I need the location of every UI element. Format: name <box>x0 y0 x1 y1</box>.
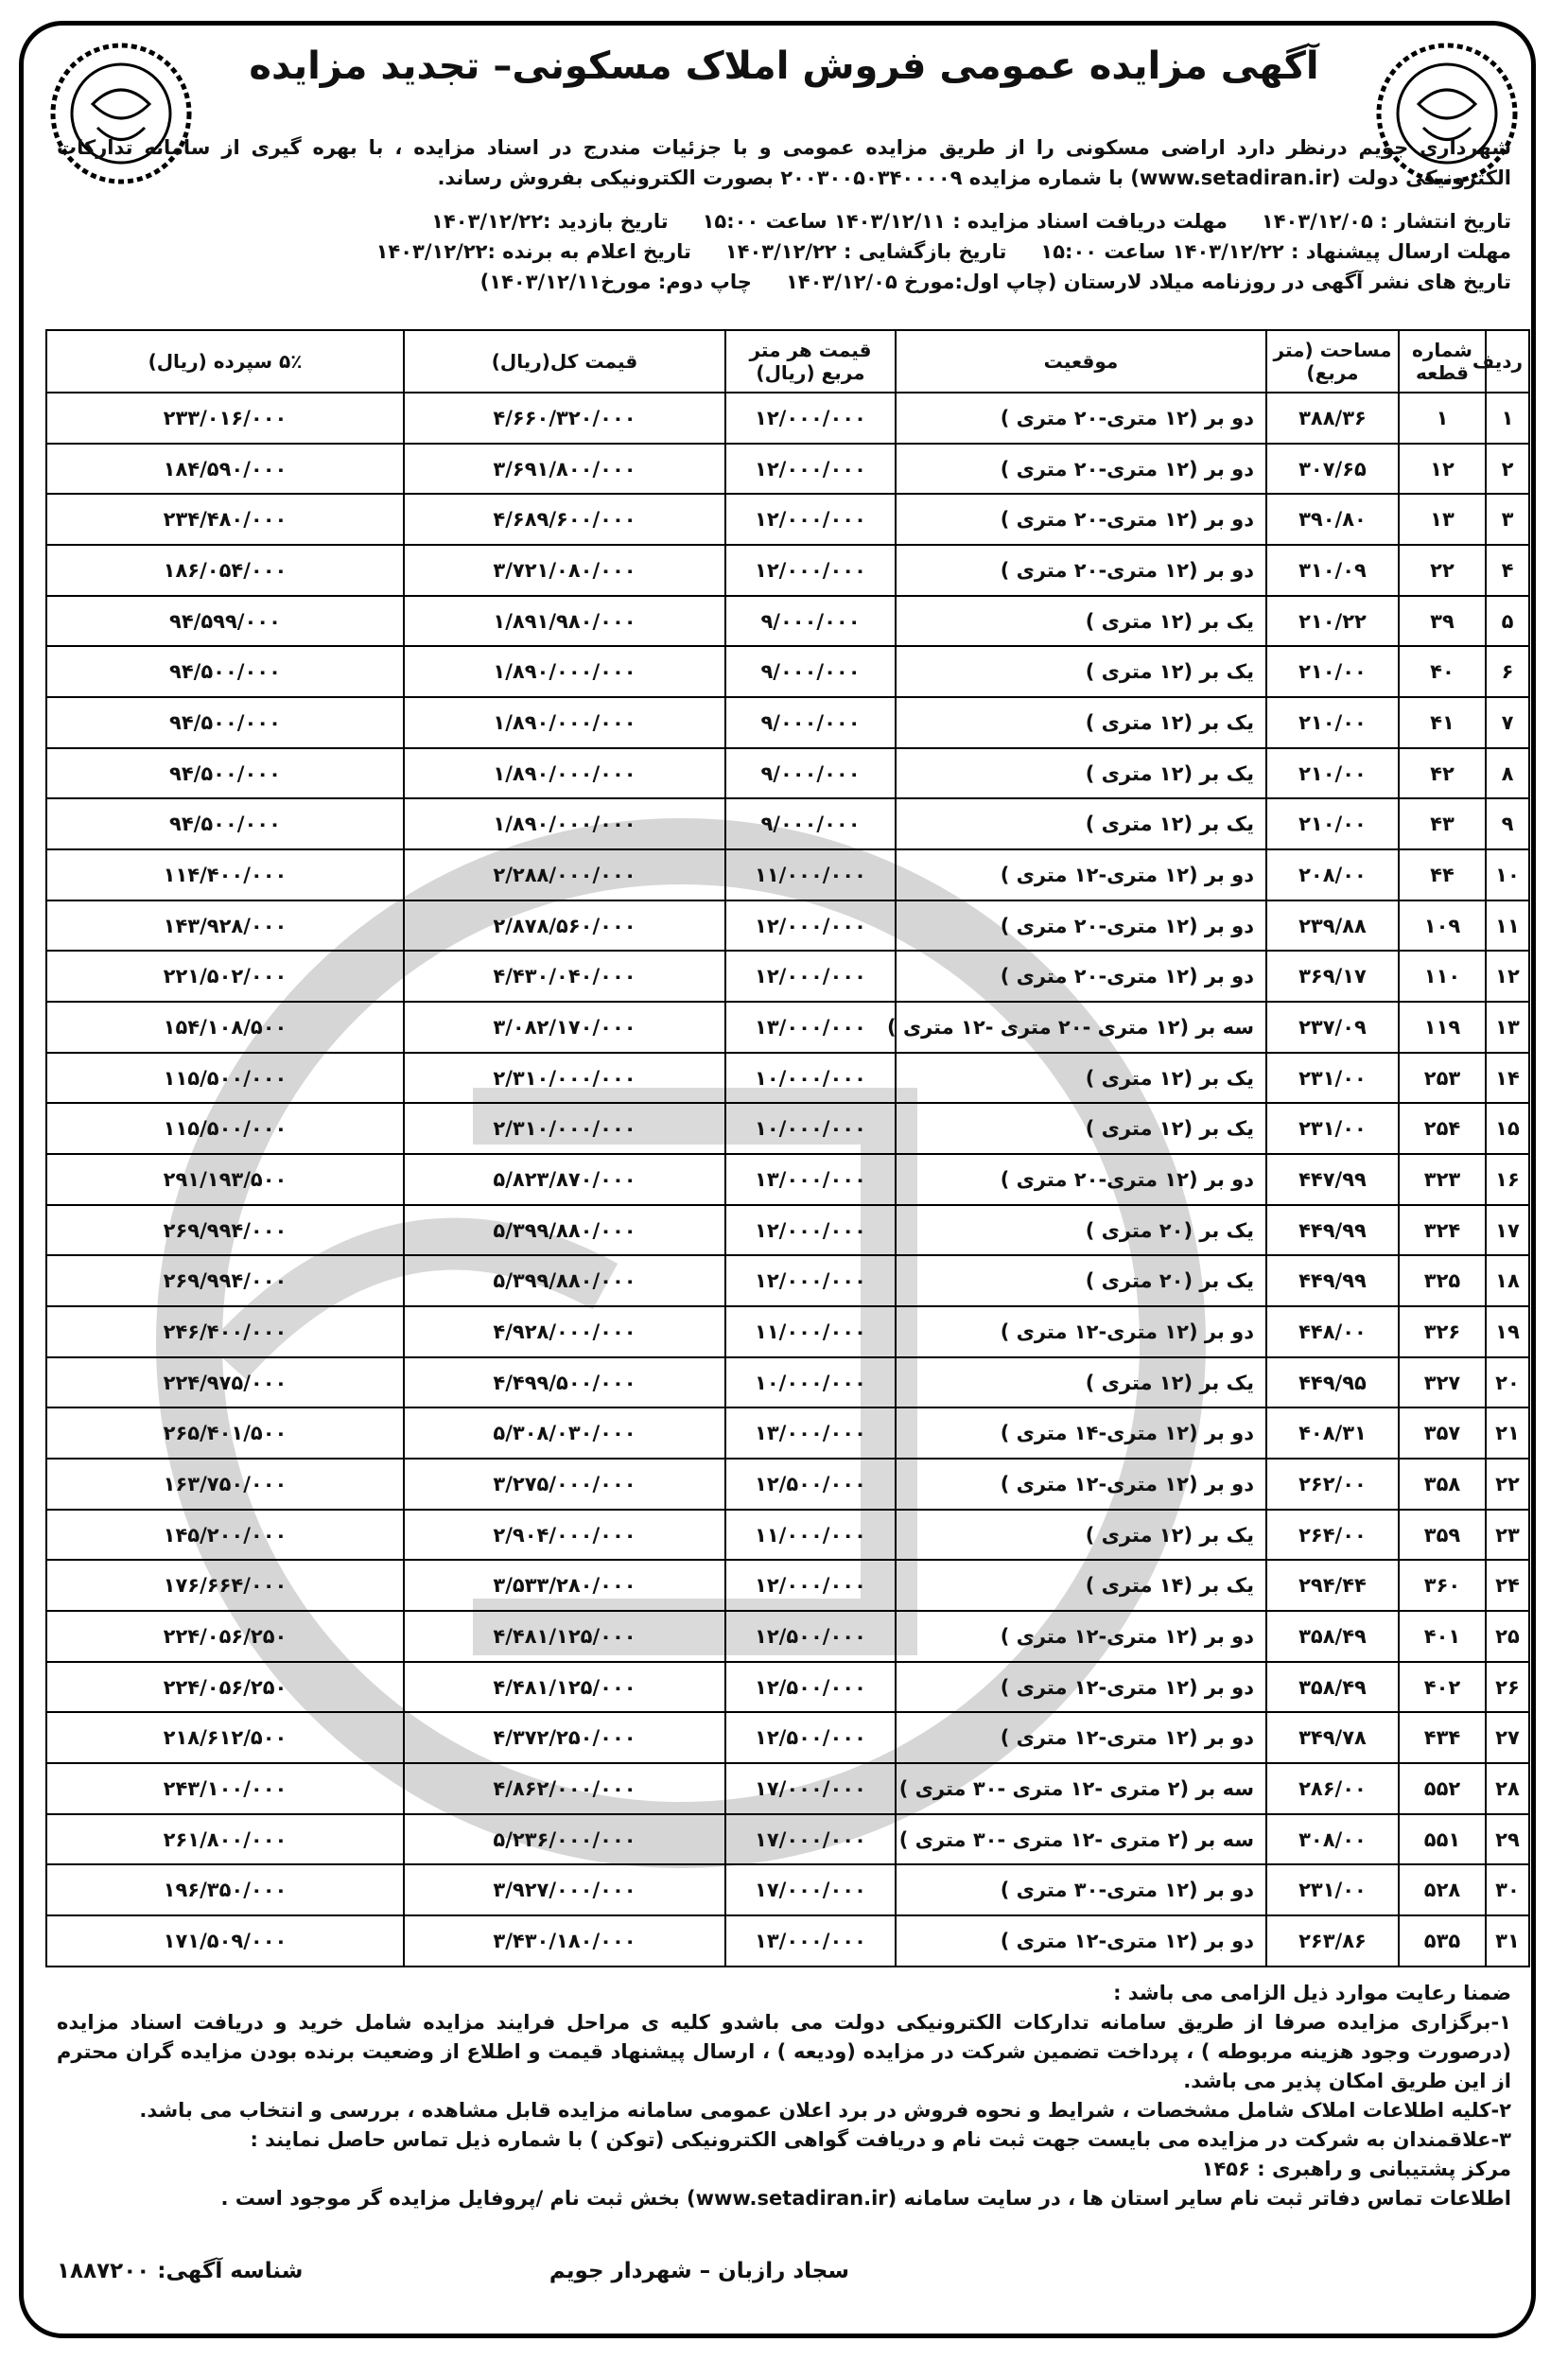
note-2: ۲-کلیه اطلاعات املاک شامل مشخصات ، شرایط و نحوه فروش در برد اعلان عمومی سامانه مزایده قابل مشاهده ، بررسی و انتخاب می باشد. <box>139 2099 1511 2122</box>
cell-row-number: ۳ <box>1486 494 1529 545</box>
winner-announce-date: تاریخ اعلام به برنده :۱۴۰۳/۱۲/۲۲ <box>375 240 691 263</box>
cell-row-number: ۱۰ <box>1486 849 1529 900</box>
ad-id: شناسه آگهی: ۱۸۸۷۲۰۰ <box>57 2259 304 2283</box>
table-row <box>46 1459 1529 1510</box>
cell-total-price: ۱/۸۹۰/۰۰۰/۰۰۰ <box>404 798 725 849</box>
publish-date: تاریخ انتشار : ۱۴۰۳/۱۲/۰۵ <box>1261 210 1511 233</box>
cell-plot-number: ۴۱ <box>1399 697 1486 748</box>
table-header-row <box>46 330 1529 393</box>
cell-price-per-meter: ۱۰/۰۰۰/۰۰۰ <box>725 1053 896 1104</box>
cell-deposit: ۲۱۸/۶۱۲/۵۰۰ <box>46 1712 404 1763</box>
table-row <box>46 697 1529 748</box>
cell-area: ۴۴۸/۰۰ <box>1266 1306 1399 1357</box>
cell-price-per-meter: ۹/۰۰۰/۰۰۰ <box>725 697 896 748</box>
cell-total-price: ۲/۳۱۰/۰۰۰/۰۰۰ <box>404 1053 725 1104</box>
cell-plot-number: ۳۲۳ <box>1399 1154 1486 1205</box>
cell-price-per-meter: ۹/۰۰۰/۰۰۰ <box>725 646 896 697</box>
cell-price-per-meter: ۱۲/۰۰۰/۰۰۰ <box>725 951 896 1002</box>
cell-price-per-meter: ۱۲/۰۰۰/۰۰۰ <box>725 494 896 545</box>
cell-plot-number: ۳۵۹ <box>1399 1510 1486 1561</box>
note-3: ۳-علاقمندان به شرکت در مزایده می بایست جهت ثبت نام و دریافت گواهی الکترونیکی (توکن ) با شماره ذیل تماس حاصل نمایند : <box>250 2128 1511 2151</box>
cell-location: دو بر (۱۲ متری-۳۰ متری ) <box>896 1864 1266 1915</box>
visit-date: تاریخ بازدید :۱۴۰۳/۱۲/۲۲ <box>431 210 669 233</box>
cell-plot-number: ۴۰۲ <box>1399 1662 1486 1713</box>
cell-total-price: ۱/۸۹۰/۰۰۰/۰۰۰ <box>404 748 725 799</box>
cell-row-number: ۱۴ <box>1486 1053 1529 1104</box>
cell-total-price: ۴/۹۲۸/۰۰۰/۰۰۰ <box>404 1306 725 1357</box>
cell-price-per-meter: ۹/۰۰۰/۰۰۰ <box>725 798 896 849</box>
table-row <box>46 1357 1529 1408</box>
header-plot-number: شماره قطعه <box>1399 330 1486 393</box>
cell-total-price: ۱/۸۹۱/۹۸۰/۰۰۰ <box>404 596 725 647</box>
cell-deposit: ۲۲۴/۰۵۶/۲۵۰ <box>46 1662 404 1713</box>
header-location: موقعیت <box>896 330 1266 393</box>
table-row <box>46 393 1529 444</box>
cell-deposit: ۱۴۳/۹۲۸/۰۰۰ <box>46 900 404 952</box>
cell-price-per-meter: ۹/۰۰۰/۰۰۰ <box>725 596 896 647</box>
cell-total-price: ۴/۸۶۲/۰۰۰/۰۰۰ <box>404 1763 725 1814</box>
cell-price-per-meter: ۱۲/۰۰۰/۰۰۰ <box>725 1560 896 1611</box>
cell-row-number: ۱۲ <box>1486 951 1529 1002</box>
newspaper-second-print: چاپ دوم: مورخ۱۴۰۳/۱۲/۱۱) <box>479 271 752 293</box>
table-row <box>46 545 1529 596</box>
offer-deadline: مهلت ارسال پیشنهاد : ۱۴۰۳/۱۲/۲۲ ساعت ۱۵:۰۰ <box>1040 240 1511 263</box>
cell-location: دو بر (۱۲ متری-۲۰ متری ) <box>896 444 1266 495</box>
cell-row-number: ۲۴ <box>1486 1560 1529 1611</box>
cell-area: ۲۱۰/۰۰ <box>1266 748 1399 799</box>
cell-plot-number: ۳۹ <box>1399 596 1486 647</box>
table-row <box>46 1002 1529 1053</box>
table-row <box>46 798 1529 849</box>
cell-location: دو بر (۱۲ متری-۲۰ متری ) <box>896 494 1266 545</box>
dates-row-3 <box>57 267 1511 297</box>
cell-plot-number: ۴۴ <box>1399 849 1486 900</box>
cell-location: یک بر (۲۰ متری ) <box>896 1255 1266 1306</box>
cell-row-number: ۱۵ <box>1486 1103 1529 1154</box>
table-row <box>46 1560 1529 1611</box>
cell-area: ۲۳۷/۰۹ <box>1266 1002 1399 1053</box>
cell-price-per-meter: ۱۲/۰۰۰/۰۰۰ <box>725 393 896 444</box>
cell-deposit: ۲۲۴/۹۷۵/۰۰۰ <box>46 1357 404 1408</box>
cell-row-number: ۷ <box>1486 697 1529 748</box>
cell-total-price: ۵/۸۲۳/۸۷۰/۰۰۰ <box>404 1154 725 1205</box>
cell-price-per-meter: ۱۲/۵۰۰/۰۰۰ <box>725 1611 896 1662</box>
cell-total-price: ۵/۳۰۸/۰۳۰/۰۰۰ <box>404 1407 725 1459</box>
table-row <box>46 1510 1529 1561</box>
cell-area: ۳۱۰/۰۹ <box>1266 545 1399 596</box>
cell-price-per-meter: ۱۱/۰۰۰/۰۰۰ <box>725 1306 896 1357</box>
cell-deposit: ۲۳۳/۰۱۶/۰۰۰ <box>46 393 404 444</box>
cell-deposit: ۲۶۱/۸۰۰/۰۰۰ <box>46 1814 404 1865</box>
table-body <box>46 393 1529 1967</box>
dates-row-1 <box>57 206 1511 236</box>
cell-row-number: ۱۳ <box>1486 1002 1529 1053</box>
cell-plot-number: ۳۵۸ <box>1399 1459 1486 1510</box>
cell-total-price: ۱/۸۹۰/۰۰۰/۰۰۰ <box>404 697 725 748</box>
cell-plot-number: ۳۵۷ <box>1399 1407 1486 1459</box>
cell-deposit: ۹۴/۵۹۹/۰۰۰ <box>46 596 404 647</box>
cell-total-price: ۵/۳۹۹/۸۸۰/۰۰۰ <box>404 1205 725 1256</box>
cell-area: ۲۰۸/۰۰ <box>1266 849 1399 900</box>
cell-row-number: ۲۲ <box>1486 1459 1529 1510</box>
cell-location: یک بر (۱۲ متری ) <box>896 1510 1266 1561</box>
header-area: مساحت (متر مربع) <box>1266 330 1399 393</box>
cell-area: ۲۱۰/۰۰ <box>1266 697 1399 748</box>
table-row <box>46 1611 1529 1662</box>
table-row <box>46 1662 1529 1713</box>
cell-total-price: ۴/۳۷۲/۲۵۰/۰۰۰ <box>404 1712 725 1763</box>
cell-total-price: ۴/۴۸۱/۱۲۵/۰۰۰ <box>404 1611 725 1662</box>
cell-total-price: ۳/۶۹۱/۸۰۰/۰۰۰ <box>404 444 725 495</box>
cell-price-per-meter: ۱۳/۰۰۰/۰۰۰ <box>725 1915 896 1967</box>
cell-location: یک بر (۱۲ متری ) <box>896 1357 1266 1408</box>
cell-price-per-meter: ۱۲/۰۰۰/۰۰۰ <box>725 444 896 495</box>
cell-plot-number: ۴۳۴ <box>1399 1712 1486 1763</box>
table-row <box>46 1864 1529 1915</box>
cell-row-number: ۲۱ <box>1486 1407 1529 1459</box>
cell-location: یک بر (۱۲ متری ) <box>896 748 1266 799</box>
cell-area: ۲۳۱/۰۰ <box>1266 1053 1399 1104</box>
cell-area: ۲۹۴/۴۴ <box>1266 1560 1399 1611</box>
cell-total-price: ۲/۳۱۰/۰۰۰/۰۰۰ <box>404 1103 725 1154</box>
newspaper-first-print: تاریخ های نشر آگهی در روزنامه میلاد لارستان (چاپ اول:مورخ ۱۴۰۳/۱۲/۰۵ <box>785 271 1511 293</box>
cell-location: دو بر (۱۲ متری-۱۲ متری ) <box>896 1662 1266 1713</box>
cell-plot-number: ۱ <box>1399 393 1486 444</box>
cell-plot-number: ۵۲۸ <box>1399 1864 1486 1915</box>
table-row <box>46 1407 1529 1459</box>
cell-total-price: ۴/۴۹۹/۵۰۰/۰۰۰ <box>404 1357 725 1408</box>
cell-total-price: ۲/۸۷۸/۵۶۰/۰۰۰ <box>404 900 725 952</box>
cell-total-price: ۳/۰۸۲/۱۷۰/۰۰۰ <box>404 1002 725 1053</box>
cell-location: دو بر (۱۲ متری-۲۰ متری ) <box>896 545 1266 596</box>
cell-price-per-meter: ۱۱/۰۰۰/۰۰۰ <box>725 849 896 900</box>
cell-total-price: ۱/۸۹۰/۰۰۰/۰۰۰ <box>404 646 725 697</box>
cell-location: یک بر (۲۰ متری ) <box>896 1205 1266 1256</box>
cell-price-per-meter: ۱۳/۰۰۰/۰۰۰ <box>725 1154 896 1205</box>
cell-deposit: ۲۴۳/۱۰۰/۰۰۰ <box>46 1763 404 1814</box>
cell-deposit: ۱۷۶/۶۶۴/۰۰۰ <box>46 1560 404 1611</box>
cell-deposit: ۱۸۶/۰۵۴/۰۰۰ <box>46 545 404 596</box>
cell-total-price: ۳/۵۳۳/۲۸۰/۰۰۰ <box>404 1560 725 1611</box>
cell-price-per-meter: ۱۰/۰۰۰/۰۰۰ <box>725 1103 896 1154</box>
cell-deposit: ۹۴/۵۰۰/۰۰۰ <box>46 646 404 697</box>
cell-location: دو بر (۱۲ متری-۱۲ متری ) <box>896 849 1266 900</box>
cell-location: دو بر (۱۲ متری-۲۰ متری ) <box>896 393 1266 444</box>
cell-total-price: ۴/۴۸۱/۱۲۵/۰۰۰ <box>404 1662 725 1713</box>
cell-price-per-meter: ۱۲/۵۰۰/۰۰۰ <box>725 1662 896 1713</box>
cell-deposit: ۹۴/۵۰۰/۰۰۰ <box>46 697 404 748</box>
notes-intro: ضمنا رعایت موارد ذیل الزامی می باشد : <box>1113 1982 1511 2004</box>
cell-location: دو بر (۱۲ متری-۱۲ متری ) <box>896 1712 1266 1763</box>
cell-total-price: ۵/۲۳۶/۰۰۰/۰۰۰ <box>404 1814 725 1865</box>
cell-price-per-meter: ۹/۰۰۰/۰۰۰ <box>725 748 896 799</box>
cell-plot-number: ۲۲ <box>1399 545 1486 596</box>
cell-plot-number: ۴۲ <box>1399 748 1486 799</box>
cell-location: یک بر (۱۲ متری ) <box>896 697 1266 748</box>
table-row <box>46 646 1529 697</box>
cell-area: ۳۹۰/۸۰ <box>1266 494 1399 545</box>
table-row <box>46 1712 1529 1763</box>
cell-price-per-meter: ۱۷/۰۰۰/۰۰۰ <box>725 1814 896 1865</box>
cell-area: ۲۶۲/۰۰ <box>1266 1459 1399 1510</box>
header-price-per-meter: قیمت هر متر مربع (ریال) <box>725 330 896 393</box>
cell-total-price: ۳/۷۲۱/۰۸۰/۰۰۰ <box>404 545 725 596</box>
cell-plot-number: ۵۵۱ <box>1399 1814 1486 1865</box>
cell-location: سه بر (۱۲ متری -۲۰ متری -۱۲ متری ) <box>896 1002 1266 1053</box>
cell-total-price: ۲/۹۰۴/۰۰۰/۰۰۰ <box>404 1510 725 1561</box>
cell-row-number: ۱۱ <box>1486 900 1529 952</box>
cell-plot-number: ۳۲۴ <box>1399 1205 1486 1256</box>
cell-location: سه بر (۲ متری -۱۲ متری -۳۰ متری ) <box>896 1763 1266 1814</box>
cell-location: یک بر (۱۲ متری ) <box>896 798 1266 849</box>
note-1: ۱-برگزاری مزایده صرفا از طریق سامانه تدارکات الکترونیکی دولت می باشدو کلیه ی مراحل فرایند مزایده شامل خرید و دریافت اسناد مزایده (درصورت وجود هزینه مربوطه ) ، پرداخت تضمین شرکت در مزایده (ودیعه ) ، ارسال پیشنهاد قیمت و اطلاع از وضعیت برنده بودن مزایده گران محترم از این طریق امکان پذیر می باشد. <box>57 2011 1511 2092</box>
table-row <box>46 1915 1529 1967</box>
cell-deposit: ۲۴۶/۴۰۰/۰۰۰ <box>46 1306 404 1357</box>
cell-plot-number: ۳۲۷ <box>1399 1357 1486 1408</box>
table-row <box>46 494 1529 545</box>
cell-row-number: ۱۶ <box>1486 1154 1529 1205</box>
cell-row-number: ۹ <box>1486 798 1529 849</box>
page-title: آگهی مزایده عمومی فروش املاک مسکونی– تجدید مزایده <box>249 44 1319 88</box>
auction-table <box>45 329 1530 1967</box>
cell-price-per-meter: ۱۱/۰۰۰/۰۰۰ <box>725 1510 896 1561</box>
registration-info: اطلاعات تماس دفاتر ثبت نام سایر استان ها ، در سایت سامانه (www.setadiran.ir) بخش ثبت نام /پروفایل مزایده گر موجود است . <box>220 2187 1511 2210</box>
cell-plot-number: ۳۲۶ <box>1399 1306 1486 1357</box>
cell-area: ۴۰۸/۳۱ <box>1266 1407 1399 1459</box>
cell-deposit: ۲۳۴/۴۸۰/۰۰۰ <box>46 494 404 545</box>
cell-deposit: ۲۹۱/۱۹۳/۵۰۰ <box>46 1154 404 1205</box>
cell-area: ۴۴۹/۹۵ <box>1266 1357 1399 1408</box>
cell-area: ۳۰۸/۰۰ <box>1266 1814 1399 1865</box>
cell-area: ۲۶۳/۸۶ <box>1266 1915 1399 1967</box>
cell-plot-number: ۱۰۹ <box>1399 900 1486 952</box>
cell-row-number: ۴ <box>1486 545 1529 596</box>
cell-area: ۲۱۰/۰۰ <box>1266 798 1399 849</box>
cell-location: دو بر (۱۲ متری-۱۲ متری ) <box>896 1306 1266 1357</box>
cell-row-number: ۲۹ <box>1486 1814 1529 1865</box>
cell-area: ۲۶۴/۰۰ <box>1266 1510 1399 1561</box>
table-row <box>46 748 1529 799</box>
table-row <box>46 1103 1529 1154</box>
cell-area: ۲۳۹/۸۸ <box>1266 900 1399 952</box>
cell-plot-number: ۱۲ <box>1399 444 1486 495</box>
cell-area: ۴۴۹/۹۹ <box>1266 1205 1399 1256</box>
cell-area: ۳۶۹/۱۷ <box>1266 951 1399 1002</box>
cell-location: دو بر (۱۲ متری-۲۰ متری ) <box>896 1154 1266 1205</box>
cell-price-per-meter: ۱۲/۰۰۰/۰۰۰ <box>725 545 896 596</box>
cell-deposit: ۹۴/۵۰۰/۰۰۰ <box>46 748 404 799</box>
cell-area: ۳۴۹/۷۸ <box>1266 1712 1399 1763</box>
cell-row-number: ۱۹ <box>1486 1306 1529 1357</box>
table-row <box>46 1154 1529 1205</box>
cell-location: سه بر (۲ متری -۱۲ متری -۳۰ متری ) <box>896 1814 1266 1865</box>
cell-row-number: ۲۸ <box>1486 1763 1529 1814</box>
cell-row-number: ۱۸ <box>1486 1255 1529 1306</box>
dates-block <box>57 206 1511 297</box>
cell-price-per-meter: ۱۳/۰۰۰/۰۰۰ <box>725 1407 896 1459</box>
cell-row-number: ۳۰ <box>1486 1864 1529 1915</box>
table-row <box>46 1205 1529 1256</box>
cell-deposit: ۹۴/۵۰۰/۰۰۰ <box>46 798 404 849</box>
cell-row-number: ۲۶ <box>1486 1662 1529 1713</box>
cell-area: ۳۸۸/۳۶ <box>1266 393 1399 444</box>
opening-date: تاریخ بازگشایی : ۱۴۰۳/۱۲/۲۲ <box>724 240 1007 263</box>
cell-deposit: ۲۲۴/۰۵۶/۲۵۰ <box>46 1611 404 1662</box>
cell-location: یک بر (۱۲ متری ) <box>896 646 1266 697</box>
cell-location: یک بر (۱۴ متری ) <box>896 1560 1266 1611</box>
table-row <box>46 951 1529 1002</box>
cell-area: ۳۵۸/۴۹ <box>1266 1662 1399 1713</box>
cell-row-number: ۲ <box>1486 444 1529 495</box>
cell-plot-number: ۳۲۵ <box>1399 1255 1486 1306</box>
cell-price-per-meter: ۱۷/۰۰۰/۰۰۰ <box>725 1763 896 1814</box>
cell-deposit: ۱۷۱/۵۰۹/۰۰۰ <box>46 1915 404 1967</box>
cell-plot-number: ۴۳ <box>1399 798 1486 849</box>
cell-row-number: ۵ <box>1486 596 1529 647</box>
cell-location: دو بر (۱۲ متری-۲۰ متری ) <box>896 900 1266 952</box>
cell-area: ۲۸۶/۰۰ <box>1266 1763 1399 1814</box>
cell-plot-number: ۴۰۱ <box>1399 1611 1486 1662</box>
cell-total-price: ۳/۹۲۷/۰۰۰/۰۰۰ <box>404 1864 725 1915</box>
cell-plot-number: ۵۵۲ <box>1399 1763 1486 1814</box>
header-deposit: ۵٪ سپرده (ریال) <box>46 330 404 393</box>
table-row <box>46 1306 1529 1357</box>
cell-total-price: ۵/۳۹۹/۸۸۰/۰۰۰ <box>404 1255 725 1306</box>
dates-row-2 <box>57 236 1511 267</box>
cell-area: ۲۳۱/۰۰ <box>1266 1103 1399 1154</box>
table-row <box>46 1053 1529 1104</box>
cell-area: ۲۳۱/۰۰ <box>1266 1864 1399 1915</box>
cell-deposit: ۱۱۵/۵۰۰/۰۰۰ <box>46 1103 404 1154</box>
cell-total-price: ۴/۶۶۰/۳۲۰/۰۰۰ <box>404 393 725 444</box>
cell-area: ۴۴۷/۹۹ <box>1266 1154 1399 1205</box>
cell-plot-number: ۵۳۵ <box>1399 1915 1486 1967</box>
table-row <box>46 1814 1529 1865</box>
cell-price-per-meter: ۱۲/۰۰۰/۰۰۰ <box>725 1205 896 1256</box>
header <box>189 38 1379 95</box>
cell-row-number: ۸ <box>1486 748 1529 799</box>
cell-location: یک بر (۱۲ متری ) <box>896 1053 1266 1104</box>
cell-row-number: ۶ <box>1486 646 1529 697</box>
cell-deposit: ۱۶۳/۷۵۰/۰۰۰ <box>46 1459 404 1510</box>
cell-total-price: ۳/۲۷۵/۰۰۰/۰۰۰ <box>404 1459 725 1510</box>
cell-location: دو بر (۱۲ متری-۱۲ متری ) <box>896 1915 1266 1967</box>
cell-location: یک بر (۱۲ متری ) <box>896 1103 1266 1154</box>
cell-row-number: ۲۳ <box>1486 1510 1529 1561</box>
support-center: مرکز پشتیبانی و راهبری : ۱۴۵۶ <box>1201 2158 1511 2180</box>
cell-price-per-meter: ۱۳/۰۰۰/۰۰۰ <box>725 1002 896 1053</box>
header-total-price: قیمت کل(ریال) <box>404 330 725 393</box>
cell-deposit: ۱۵۴/۱۰۸/۵۰۰ <box>46 1002 404 1053</box>
notes-block <box>57 1979 1511 2213</box>
cell-location: دو بر (۱۲ متری-۲۰ متری ) <box>896 951 1266 1002</box>
intro-paragraph: شهرداری جویم درنظر دارد اراضی مسکونی را از طریق مزایده عمومی و با جزئیات مندرج در اسناد مزایده ، با بهره گیری از سامانه تدارکات الکترونیکی دولت (www.setadiran.ir) با شماره مزایده ۲۰۰۳۰۰۵۰۳۴۰۰۰۰۹ بصورت الکترونیکی بفروش رساند. <box>57 136 1511 189</box>
cell-total-price: ۴/۴۳۰/۰۴۰/۰۰۰ <box>404 951 725 1002</box>
cell-price-per-meter: ۱۰/۰۰۰/۰۰۰ <box>725 1357 896 1408</box>
cell-row-number: ۲۵ <box>1486 1611 1529 1662</box>
cell-location: دو بر (۱۲ متری-۱۲ متری ) <box>896 1611 1266 1662</box>
table-row <box>46 596 1529 647</box>
cell-plot-number: ۴۰ <box>1399 646 1486 697</box>
cell-total-price: ۴/۶۸۹/۶۰۰/۰۰۰ <box>404 494 725 545</box>
cell-plot-number: ۳۶۰ <box>1399 1560 1486 1611</box>
table-row <box>46 849 1529 900</box>
cell-plot-number: ۱۱۰ <box>1399 951 1486 1002</box>
cell-deposit: ۲۲۱/۵۰۲/۰۰۰ <box>46 951 404 1002</box>
cell-price-per-meter: ۱۲/۵۰۰/۰۰۰ <box>725 1459 896 1510</box>
cell-area: ۳۵۸/۴۹ <box>1266 1611 1399 1662</box>
header-row-number: ردیف <box>1486 330 1529 393</box>
cell-row-number: ۱ <box>1486 393 1529 444</box>
cell-price-per-meter: ۱۷/۰۰۰/۰۰۰ <box>725 1864 896 1915</box>
cell-area: ۲۱۰/۰۰ <box>1266 646 1399 697</box>
cell-deposit: ۲۶۹/۹۹۴/۰۰۰ <box>46 1205 404 1256</box>
signer-name: سجاد رازبان – شهردار جویم <box>549 2259 849 2283</box>
document-deadline: مهلت دریافت اسناد مزایده : ۱۴۰۳/۱۲/۱۱ ساعت ۱۵:۰۰ <box>702 210 1228 233</box>
table-row <box>46 1763 1529 1814</box>
cell-total-price: ۲/۲۸۸/۰۰۰/۰۰۰ <box>404 849 725 900</box>
cell-deposit: ۲۶۹/۹۹۴/۰۰۰ <box>46 1255 404 1306</box>
cell-plot-number: ۱۳ <box>1399 494 1486 545</box>
cell-plot-number: ۱۱۹ <box>1399 1002 1486 1053</box>
cell-location: دو بر (۱۲ متری-۱۲ متری ) <box>896 1459 1266 1510</box>
cell-deposit: ۱۸۴/۵۹۰/۰۰۰ <box>46 444 404 495</box>
cell-deposit: ۱۹۶/۳۵۰/۰۰۰ <box>46 1864 404 1915</box>
cell-total-price: ۳/۴۳۰/۱۸۰/۰۰۰ <box>404 1915 725 1967</box>
cell-row-number: ۱۷ <box>1486 1205 1529 1256</box>
table-row <box>46 900 1529 952</box>
cell-area: ۳۰۷/۶۵ <box>1266 444 1399 495</box>
cell-row-number: ۲۷ <box>1486 1712 1529 1763</box>
cell-plot-number: ۲۵۳ <box>1399 1053 1486 1104</box>
cell-price-per-meter: ۱۲/۵۰۰/۰۰۰ <box>725 1712 896 1763</box>
table-row <box>46 1255 1529 1306</box>
cell-area: ۴۴۹/۹۹ <box>1266 1255 1399 1306</box>
cell-location: دو بر (۱۲ متری-۱۴ متری ) <box>896 1407 1266 1459</box>
cell-deposit: ۱۴۵/۲۰۰/۰۰۰ <box>46 1510 404 1561</box>
cell-location: یک بر (۱۲ متری ) <box>896 596 1266 647</box>
cell-deposit: ۱۱۵/۵۰۰/۰۰۰ <box>46 1053 404 1104</box>
cell-deposit: ۱۱۴/۴۰۰/۰۰۰ <box>46 849 404 900</box>
cell-price-per-meter: ۱۲/۰۰۰/۰۰۰ <box>725 900 896 952</box>
cell-deposit: ۲۶۵/۴۰۱/۵۰۰ <box>46 1407 404 1459</box>
table-row <box>46 444 1529 495</box>
cell-area: ۲۱۰/۲۲ <box>1266 596 1399 647</box>
cell-plot-number: ۲۵۴ <box>1399 1103 1486 1154</box>
cell-row-number: ۳۱ <box>1486 1915 1529 1967</box>
cell-row-number: ۲۰ <box>1486 1357 1529 1408</box>
cell-price-per-meter: ۱۲/۰۰۰/۰۰۰ <box>725 1255 896 1306</box>
